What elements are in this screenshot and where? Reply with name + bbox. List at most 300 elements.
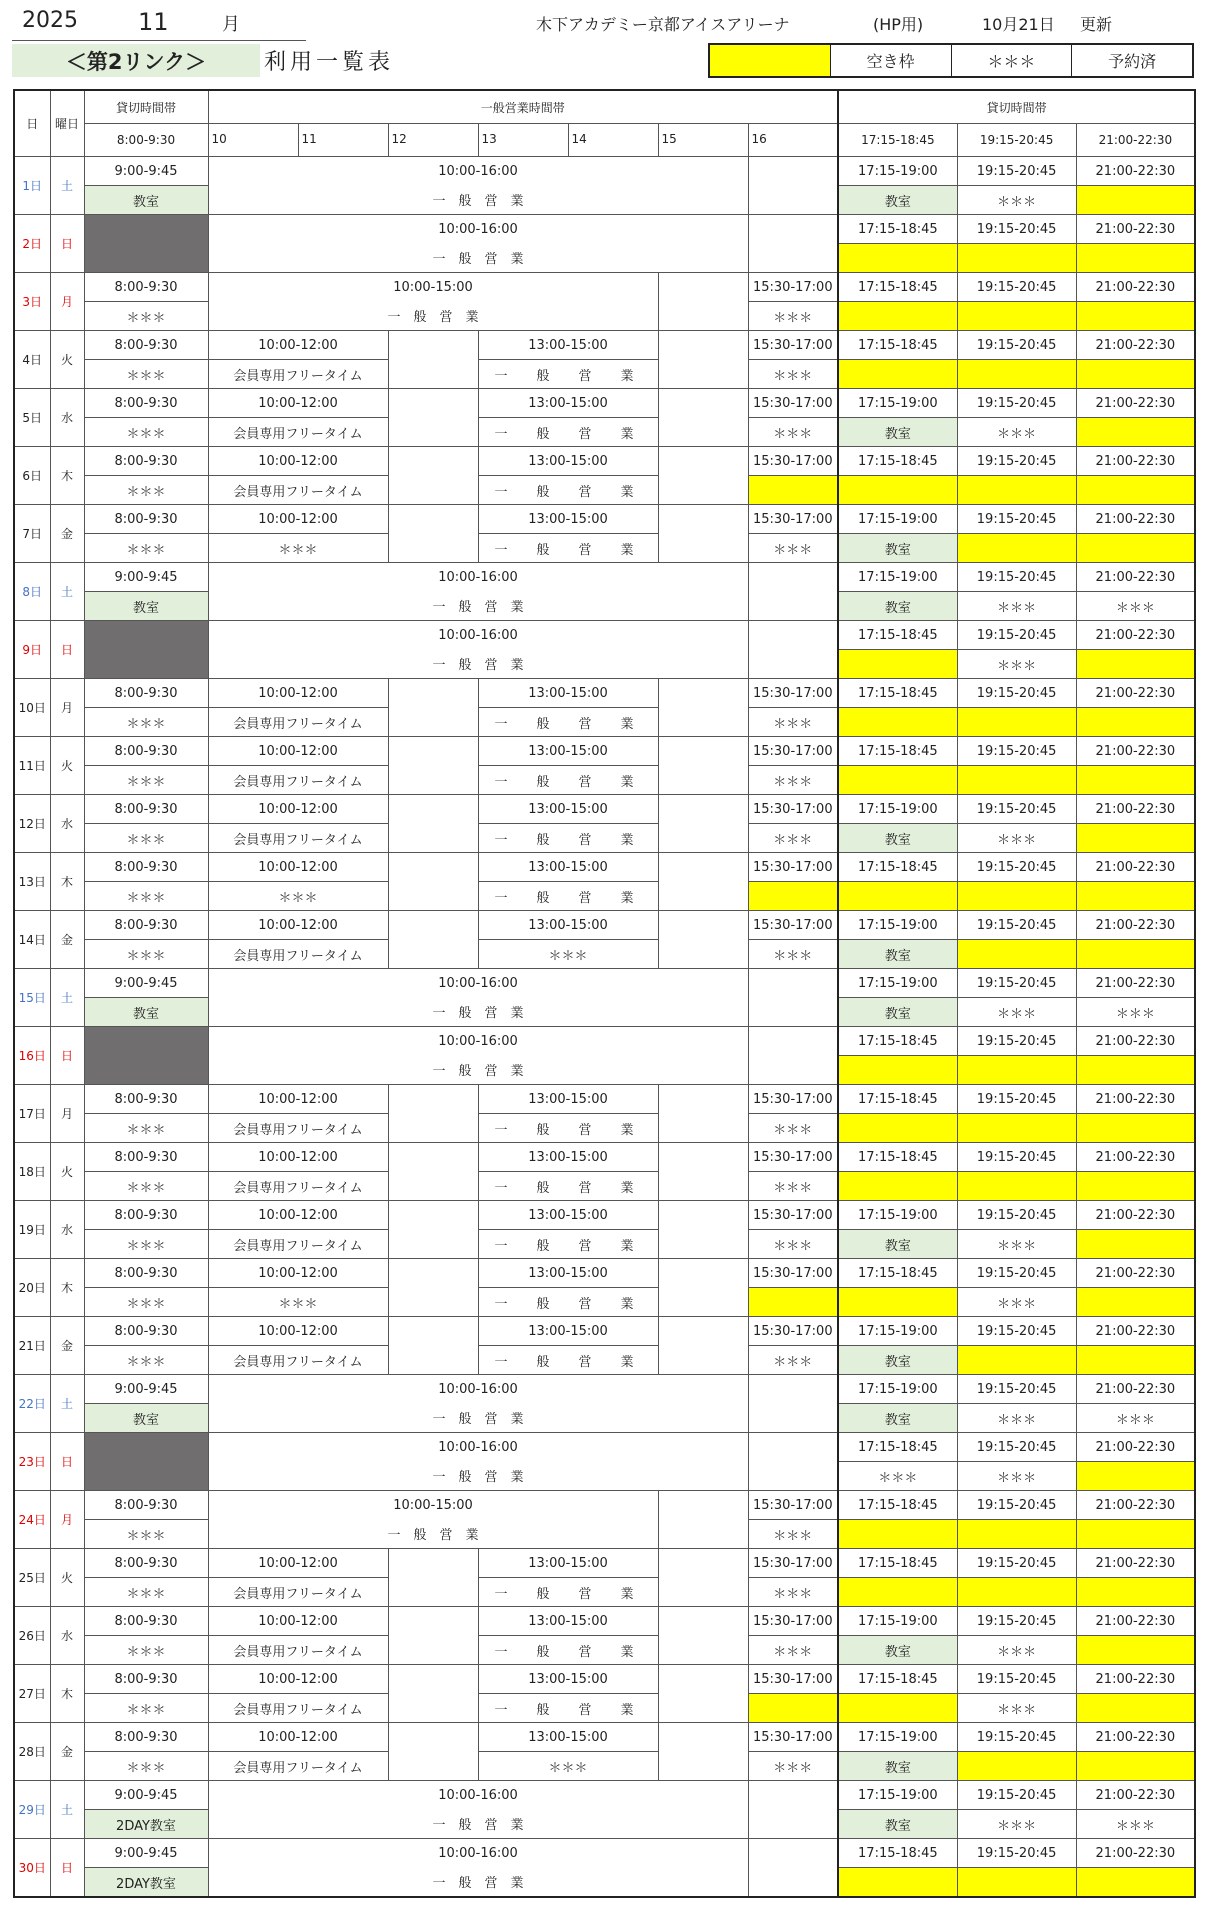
morning-time: 9:00-9:45 [84, 563, 208, 592]
evening-time: 19:15-20:45 [957, 679, 1076, 708]
day-cell: 16日 [14, 1027, 50, 1085]
gap-slot [388, 795, 478, 853]
evening-time: 21:00-22:30 [1076, 1085, 1195, 1114]
tick-label: 11 [298, 124, 388, 157]
evening-time: 17:15-18:45 [838, 447, 957, 476]
evening-time: 17:15-18:45 [838, 1085, 957, 1114]
evening-status: ＊＊＊ [1076, 1404, 1195, 1433]
evening-status [1076, 1288, 1195, 1317]
evening-status [838, 1288, 957, 1317]
evening-status [838, 244, 957, 273]
slot-a-status: 会員専用フリータイム [208, 360, 388, 389]
gap-slot [748, 1781, 838, 1839]
day-cell: 25日 [14, 1549, 50, 1607]
day-cell: 14日 [14, 911, 50, 969]
slot-b-time: 13:00-15:00 [478, 911, 658, 940]
morning-status: ＊＊＊ [84, 940, 208, 969]
table-row [14, 882, 1195, 911]
evening-time: 21:00-22:30 [1076, 1027, 1195, 1056]
weekday-cell: 木 [50, 447, 84, 505]
weekend-slot-time: 10:00-16:00 [208, 1433, 748, 1462]
morning-time: 9:00-9:45 [84, 969, 208, 998]
late-slot-time: 15:30-17:00 [748, 911, 838, 940]
evening-time: 21:00-22:30 [1076, 737, 1195, 766]
slot-a-time: 10:00-12:00 [208, 1201, 388, 1230]
legend-open-label: 空き枠 [830, 45, 951, 76]
evening-status [838, 302, 957, 331]
evening-time: 19:15-20:45 [957, 1839, 1076, 1868]
gap-slot [658, 679, 748, 737]
table-row [14, 1549, 1195, 1578]
day-cell: 5日 [14, 389, 50, 447]
morning-status: 2DAY教室 [84, 1810, 208, 1839]
evening-time: 19:15-20:45 [957, 911, 1076, 940]
evening-status [957, 1520, 1076, 1549]
weekday-cell: 火 [50, 737, 84, 795]
slot-b-time: 13:00-15:00 [478, 1549, 658, 1578]
evening-status [1076, 1578, 1195, 1607]
evening-status [1076, 766, 1195, 795]
gap-slot [658, 1317, 748, 1375]
hp-note: (HP用) [873, 15, 924, 34]
gap-slot [748, 563, 838, 621]
evening-status [838, 1520, 957, 1549]
slot-a-status: ＊＊＊ [208, 1288, 388, 1317]
gap-slot [748, 969, 838, 1027]
slot-b-status: 一 般 営 業 [478, 1578, 658, 1607]
weekend-slot-time: 10:00-16:00 [208, 563, 748, 592]
morning-status: 教室 [84, 592, 208, 621]
weekend-slot-status: 一 般 営 業 [208, 1868, 748, 1898]
table-row [14, 302, 1195, 331]
evening-status [1076, 302, 1195, 331]
table-row [14, 1781, 1195, 1810]
late-slot-time: 15:30-17:00 [748, 737, 838, 766]
morning-time: 8:00-9:30 [84, 1085, 208, 1114]
evening-time: 19:15-20:45 [957, 215, 1076, 244]
tick-label: 16 [748, 124, 838, 157]
evening-time: 21:00-22:30 [1076, 389, 1195, 418]
legend [708, 43, 1194, 78]
weekend-slot-time: 10:00-16:00 [208, 1375, 748, 1404]
weekend-slot-status: 一 般 営 業 [208, 244, 748, 273]
slot-a-time: 10:00-12:00 [208, 853, 388, 882]
slot-b-status: 一 般 営 業 [478, 360, 658, 389]
slot-a-status: 会員専用フリータイム [208, 1752, 388, 1781]
table-row [14, 273, 1195, 302]
evening-time: 21:00-22:30 [1076, 505, 1195, 534]
evening-status [957, 1056, 1076, 1085]
slot-b-status: 一 般 営 業 [478, 476, 658, 505]
weekday-cell: 水 [50, 1201, 84, 1259]
evening-time: 21:00-22:30 [1076, 1375, 1195, 1404]
evening-time: 19:15-20:45 [957, 853, 1076, 882]
slot-a-time: 10:00-12:00 [208, 1143, 388, 1172]
table-row [14, 1172, 1195, 1201]
weekday-cell: 土 [50, 1375, 84, 1433]
morning-status: ＊＊＊ [84, 1694, 208, 1723]
table-row [14, 1375, 1195, 1404]
slot-b-time: 13:00-15:00 [478, 853, 658, 882]
table-row [14, 331, 1195, 360]
evening-status [957, 534, 1076, 563]
table-row [14, 1143, 1195, 1172]
evening-time: 21:00-22:30 [1076, 911, 1195, 940]
morning-time: 8:00-9:30 [84, 447, 208, 476]
table-row [14, 389, 1195, 418]
table-row [14, 592, 1195, 621]
slot-a-status: 会員専用フリータイム [208, 1230, 388, 1259]
gap-slot [658, 1607, 748, 1665]
slot-b-time: 13:00-15:00 [478, 331, 658, 360]
evening-time: 17:15-18:45 [838, 853, 957, 882]
gap-slot [388, 1259, 478, 1317]
late-slot-status: ＊＊＊ [748, 1752, 838, 1781]
evening-status [957, 1346, 1076, 1375]
late-slot-status: ＊＊＊ [748, 534, 838, 563]
late-slot-status [748, 1288, 838, 1317]
evening-status [1076, 1752, 1195, 1781]
morning-status: ＊＊＊ [84, 882, 208, 911]
evening-time: 17:15-19:00 [838, 389, 957, 418]
evening-time: 17:15-19:00 [838, 505, 957, 534]
gap-slot [748, 1839, 838, 1898]
late-slot-status: ＊＊＊ [748, 1114, 838, 1143]
late-slot-time: 15:30-17:00 [748, 1259, 838, 1288]
update-date: 10月21日 [982, 15, 1055, 34]
evening-time: 21:00-22:30 [1076, 215, 1195, 244]
table-row [14, 853, 1195, 882]
slot-b-time: 13:00-15:00 [478, 1085, 658, 1114]
table-row [14, 766, 1195, 795]
slot-b-status: 一 般 営 業 [478, 1172, 658, 1201]
evening-status: 教室 [838, 1404, 957, 1433]
morning-status: ＊＊＊ [84, 824, 208, 853]
evening-time: 21:00-22:30 [1076, 1491, 1195, 1520]
late-slot-time: 15:30-17:00 [748, 273, 838, 302]
gap-slot [658, 1665, 748, 1723]
slot-b-status: ＊＊＊ [478, 940, 658, 969]
late-slot-status: ＊＊＊ [748, 302, 838, 331]
evening-status: ＊＊＊ [957, 186, 1076, 215]
morning-time: 8:00-9:30 [84, 1607, 208, 1636]
evening-time: 21:00-22:30 [1076, 1781, 1195, 1810]
weekend-slot-time: 10:00-16:00 [208, 969, 748, 998]
day-cell: 11日 [14, 737, 50, 795]
slot-a-status: 会員専用フリータイム [208, 824, 388, 853]
morning-time: 9:00-9:45 [84, 157, 208, 186]
weekday-cell: 木 [50, 1259, 84, 1317]
gap-slot [658, 795, 748, 853]
evening-time: 19:15-20:45 [957, 1781, 1076, 1810]
table-row [14, 1752, 1195, 1781]
slot-a-time: 10:00-12:00 [208, 447, 388, 476]
late-slot-time: 15:30-17:00 [748, 1201, 838, 1230]
evening-time: 17:15-19:00 [838, 1317, 957, 1346]
gap-slot [658, 389, 748, 447]
table-row [14, 563, 1195, 592]
morning-status: ＊＊＊ [84, 1114, 208, 1143]
morning-time: 8:00-9:30 [84, 1491, 208, 1520]
morning-time: 8:00-9:30 [84, 1549, 208, 1578]
table-row [14, 360, 1195, 389]
late-slot-status: ＊＊＊ [748, 1520, 838, 1549]
slot-a-time: 10:00-12:00 [208, 1259, 388, 1288]
evening-status [957, 476, 1076, 505]
table-row [14, 1868, 1195, 1898]
gap-slot [748, 1433, 838, 1491]
evening-time: 19:15-20:45 [957, 389, 1076, 418]
evening-status [957, 940, 1076, 969]
evening-time: 21:00-22:30 [1076, 1607, 1195, 1636]
evening-status [1076, 244, 1195, 273]
late-slot-status: ＊＊＊ [748, 940, 838, 969]
slot-a-status: 会員専用フリータイム [208, 1578, 388, 1607]
evening-status [838, 650, 957, 679]
day-cell: 19日 [14, 1201, 50, 1259]
day-cell: 6日 [14, 447, 50, 505]
evening-status: 教室 [838, 1346, 957, 1375]
day-cell: 8日 [14, 563, 50, 621]
weekday-cell: 月 [50, 1085, 84, 1143]
weekend-slot-status: 一 般 営 業 [208, 1056, 748, 1085]
weekday-cell: 金 [50, 505, 84, 563]
weekend-slot-status: 一 般 営 業 [208, 1810, 748, 1839]
morning-time: 8:00-9:30 [84, 1143, 208, 1172]
morning-time: 8:00-9:30 [84, 911, 208, 940]
day-cell: 29日 [14, 1781, 50, 1839]
evening-status: 教室 [838, 940, 957, 969]
evening-status: 教室 [838, 186, 957, 215]
evening-status [957, 1868, 1076, 1898]
evening-range-header: 17:15-18:45 [838, 124, 957, 157]
evening-status [838, 766, 957, 795]
evening-time: 17:15-19:00 [838, 157, 957, 186]
slot-a-time: 10:00-12:00 [208, 679, 388, 708]
late-slot-status [748, 1694, 838, 1723]
evening-status [838, 882, 957, 911]
late-slot-time: 15:30-17:00 [748, 331, 838, 360]
slot-b-time: 13:00-15:00 [478, 1665, 658, 1694]
day-cell: 15日 [14, 969, 50, 1027]
evening-status [957, 1172, 1076, 1201]
gap-slot [388, 911, 478, 969]
late-slot-time: 15:30-17:00 [748, 853, 838, 882]
evening-time: 21:00-22:30 [1076, 273, 1195, 302]
evening-time: 19:15-20:45 [957, 273, 1076, 302]
weekend-slot-status: 一 般 営 業 [208, 592, 748, 621]
morning-time: 8:00-9:30 [84, 1665, 208, 1694]
slot-b-time: 13:00-15:00 [478, 1723, 658, 1752]
evening-status [1076, 1636, 1195, 1665]
morning-status: ＊＊＊ [84, 708, 208, 737]
morning-status: ＊＊＊ [84, 534, 208, 563]
evening-time: 17:15-19:00 [838, 1607, 957, 1636]
table-row [14, 998, 1195, 1027]
slot-b-status: 一 般 営 業 [478, 1694, 658, 1723]
evening-time: 19:15-20:45 [957, 447, 1076, 476]
evening-status: 教室 [838, 1810, 957, 1839]
slot-a-time: 10:00-12:00 [208, 1723, 388, 1752]
late-slot-status [748, 882, 838, 911]
slot-a-time: 10:00-12:00 [208, 737, 388, 766]
slot-a-time: 10:00-12:00 [208, 1549, 388, 1578]
gap-slot [658, 911, 748, 969]
evening-status [1076, 1056, 1195, 1085]
morning-status: ＊＊＊ [84, 1346, 208, 1375]
day-cell: 3日 [14, 273, 50, 331]
evening-status [838, 708, 957, 737]
evening-time: 21:00-22:30 [1076, 1143, 1195, 1172]
weekday-cell: 木 [50, 1665, 84, 1723]
evening-status: 教室 [838, 534, 957, 563]
weekend-slot-time: 10:00-16:00 [208, 1781, 748, 1810]
day-cell: 17日 [14, 1085, 50, 1143]
general-group-header: 一般営業時間帯 [208, 90, 838, 124]
gap-slot [748, 215, 838, 273]
late-slot-status [748, 476, 838, 505]
evening-status [1076, 1694, 1195, 1723]
evening-status: ＊＊＊ [957, 592, 1076, 621]
weekday-cell: 水 [50, 1607, 84, 1665]
late-slot-time: 15:30-17:00 [748, 1607, 838, 1636]
table-row [14, 1839, 1195, 1868]
slot-b-status: 一 般 営 業 [478, 1230, 658, 1259]
evening-status [957, 244, 1076, 273]
evening-time: 17:15-18:45 [838, 215, 957, 244]
evening-time: 17:15-18:45 [838, 621, 957, 650]
holiday-slot-status: 一 般 営 業 [208, 302, 658, 331]
slot-a-status: 会員専用フリータイム [208, 1114, 388, 1143]
morning-status: ＊＊＊ [84, 1752, 208, 1781]
morning-status: 教室 [84, 1404, 208, 1433]
late-slot-time: 15:30-17:00 [748, 1665, 838, 1694]
evening-status: ＊＊＊ [957, 1636, 1076, 1665]
slot-b-status: 一 般 営 業 [478, 1636, 658, 1665]
weekday-cell: 日 [50, 215, 84, 273]
slot-a-time: 10:00-12:00 [208, 331, 388, 360]
slot-a-status: 会員専用フリータイム [208, 766, 388, 795]
morning-time: 8:00-9:30 [84, 679, 208, 708]
slot-b-time: 13:00-15:00 [478, 1607, 658, 1636]
evening-status: ＊＊＊ [957, 998, 1076, 1027]
day-cell: 28日 [14, 1723, 50, 1781]
holiday-slot-status: 一 般 営 業 [208, 1520, 658, 1549]
evening-status: ＊＊＊ [1076, 592, 1195, 621]
morning-status: ＊＊＊ [84, 360, 208, 389]
evening-time: 19:15-20:45 [957, 1027, 1076, 1056]
weekday-cell: 月 [50, 273, 84, 331]
morning-time: 9:00-9:45 [84, 1781, 208, 1810]
table-row [14, 1433, 1195, 1462]
evening-time: 17:15-18:45 [838, 737, 957, 766]
slot-a-status: 会員専用フリータイム [208, 1694, 388, 1723]
organization-name: 木下アカデミー京都アイスアリーナ [536, 15, 790, 34]
evening-status: 教室 [838, 1752, 957, 1781]
month-label: 月 [222, 14, 240, 35]
evening-status: ＊＊＊ [957, 1230, 1076, 1259]
morning-time: 8:00-9:30 [84, 331, 208, 360]
gap-slot [388, 1665, 478, 1723]
evening-time: 19:15-20:45 [957, 1259, 1076, 1288]
weekday-cell: 金 [50, 1723, 84, 1781]
slot-a-time: 10:00-12:00 [208, 505, 388, 534]
gap-slot [658, 505, 748, 563]
late-slot-time: 15:30-17:00 [748, 505, 838, 534]
evening-time: 17:15-19:00 [838, 563, 957, 592]
rink-name: ＜第2リンク＞ [12, 44, 260, 77]
evening-status [838, 360, 957, 389]
slot-a-time: 10:00-12:00 [208, 911, 388, 940]
evening-status [1076, 1868, 1195, 1898]
slot-a-status: 会員専用フリータイム [208, 1346, 388, 1375]
evening-status [1076, 1520, 1195, 1549]
evening-time: 17:15-18:45 [838, 1027, 957, 1056]
gap-slot [658, 1259, 748, 1317]
evening-time: 19:15-20:45 [957, 331, 1076, 360]
slot-b-status: 一 般 営 業 [478, 1288, 658, 1317]
table-row [14, 1085, 1195, 1114]
late-slot-status: ＊＊＊ [748, 1636, 838, 1665]
late-slot-time: 15:30-17:00 [748, 1317, 838, 1346]
late-slot-status: ＊＊＊ [748, 824, 838, 853]
late-slot-time: 15:30-17:00 [748, 447, 838, 476]
evening-time: 21:00-22:30 [1076, 679, 1195, 708]
gap-slot [658, 1549, 748, 1607]
morning-group-header: 貸切時間帯 [84, 90, 208, 124]
evening-time: 17:15-18:45 [838, 1839, 957, 1868]
morning-time: 8:00-9:30 [84, 273, 208, 302]
evening-time: 21:00-22:30 [1076, 447, 1195, 476]
slot-a-status: 会員専用フリータイム [208, 418, 388, 447]
weekday-cell: 土 [50, 969, 84, 1027]
table-row [14, 1288, 1195, 1317]
evening-time: 21:00-22:30 [1076, 795, 1195, 824]
morning-time: 8:00-9:30 [84, 1723, 208, 1752]
slot-b-time: 13:00-15:00 [478, 795, 658, 824]
gap-slot [748, 1027, 838, 1085]
table-row [14, 911, 1195, 940]
closed-slot [84, 621, 208, 679]
gap-slot [658, 1491, 748, 1549]
morning-time: 8:00-9:30 [84, 795, 208, 824]
tick-label: 12 [388, 124, 478, 157]
evening-status [957, 1114, 1076, 1143]
evening-time: 17:15-18:45 [838, 1491, 957, 1520]
evening-time: 19:15-20:45 [957, 1317, 1076, 1346]
table-row [14, 1201, 1195, 1230]
weekday-cell: 土 [50, 1781, 84, 1839]
day-cell: 9日 [14, 621, 50, 679]
table-row [14, 157, 1195, 186]
morning-time: 8:00-9:30 [84, 389, 208, 418]
evening-status [957, 766, 1076, 795]
weekday-cell: 火 [50, 1143, 84, 1201]
gap-slot [388, 679, 478, 737]
evening-time: 19:15-20:45 [957, 563, 1076, 592]
table-row [14, 737, 1195, 766]
evening-status: 教室 [838, 998, 957, 1027]
evening-time: 17:15-19:00 [838, 911, 957, 940]
slot-a-status: 会員専用フリータイム [208, 1172, 388, 1201]
table-row [14, 447, 1195, 476]
evening-status: ＊＊＊ [957, 1404, 1076, 1433]
evening-status [1076, 824, 1195, 853]
evening-time: 21:00-22:30 [1076, 1201, 1195, 1230]
evening-status [1076, 650, 1195, 679]
evening-status [957, 302, 1076, 331]
evening-time: 19:15-20:45 [957, 505, 1076, 534]
